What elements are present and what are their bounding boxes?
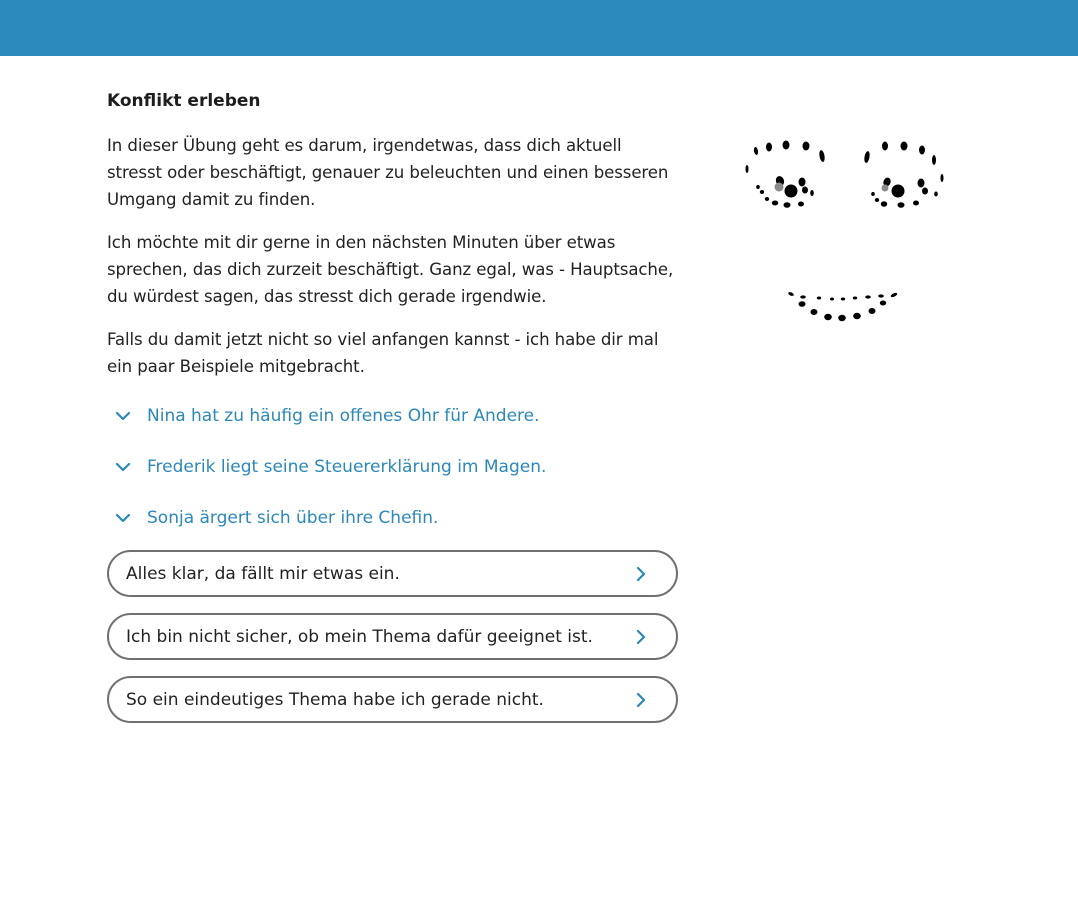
chevron-right-icon	[634, 627, 648, 647]
chevron-right-icon	[634, 690, 648, 710]
choice-button-no-topic[interactable]	[107, 676, 678, 723]
example-label: Frederik liegt seine Steuererklärung im Magen.	[147, 457, 547, 477]
chevron-down-icon	[114, 407, 132, 425]
avatar	[740, 130, 950, 330]
intro-paragraph-2: Ich möchte mit dir gerne in den nächsten Minuten über etwas sprechen, das dich zurzeit beschäftigt. Ganz egal, was - Hauptsache, du würdest sagen, das stresst dich gerade irgendwie.	[107, 233, 674, 306]
example-toggle-sonja[interactable]	[107, 503, 679, 533]
intro-paragraph-3: Falls du damit jetzt nicht so viel anfangen kannst - ich habe dir mal ein paar Beispiele mitgebracht.	[107, 330, 659, 376]
choice-label: Alles klar, da fällt mir etwas ein.	[126, 563, 400, 584]
chevron-down-icon	[114, 509, 132, 527]
example-label: Sonja ärgert sich über ihre Chefin.	[147, 508, 439, 528]
page-title: Konflikt erleben	[107, 91, 261, 111]
example-label: Nina hat zu häufig ein offenes Ohr für Andere.	[147, 406, 540, 426]
choice-label: Ich bin nicht sicher, ob mein Thema dafür geeignet ist.	[126, 626, 593, 647]
choice-button-has-topic[interactable]	[107, 550, 678, 597]
smiling-face-icon	[746, 141, 944, 322]
intro-paragraph-1: In dieser Übung geht es darum, irgendetwas, dass dich aktuell stresst oder beschäftigt, genauer zu beleuchten und einen besseren Umgang damit zu finden.	[107, 136, 669, 209]
chevron-down-icon	[114, 458, 132, 476]
example-toggle-nina[interactable]	[107, 401, 679, 431]
choice-label: So ein eindeutiges Thema habe ich gerade nicht.	[126, 689, 544, 710]
header-bar	[0, 0, 1078, 56]
chevron-right-icon	[634, 564, 648, 584]
choice-button-unsure[interactable]	[107, 613, 678, 660]
example-toggle-frederik[interactable]	[107, 452, 679, 482]
exercise-content	[107, 89, 679, 739]
